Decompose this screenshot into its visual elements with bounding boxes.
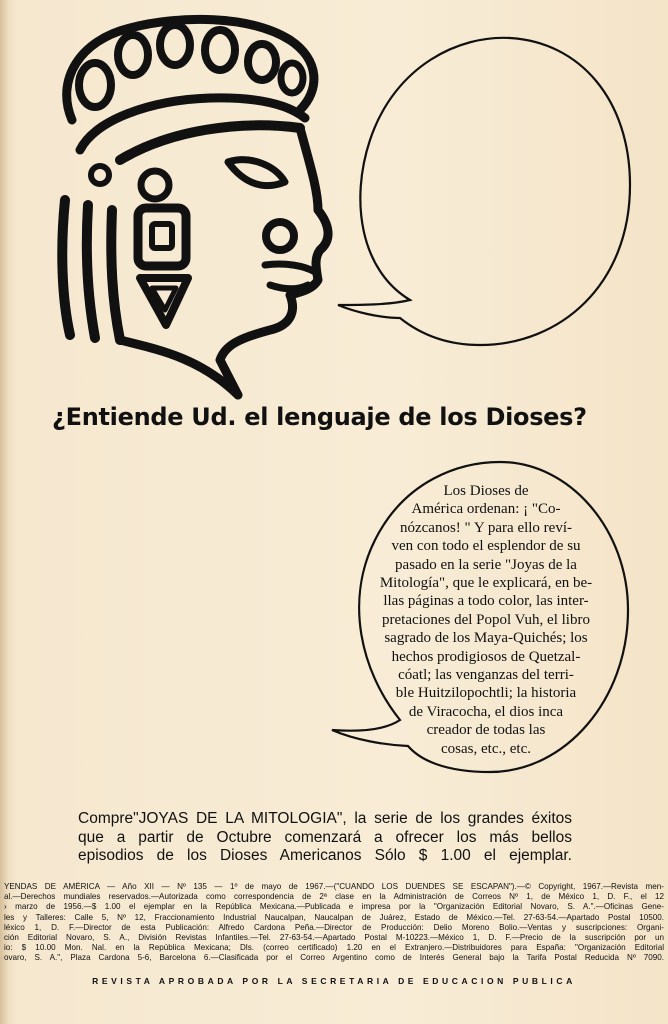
bubble-line: cóatl; las venganzas del terri- <box>398 667 574 684</box>
bubble-line: América ordenan: ¡ "Co- <box>411 501 561 518</box>
legal-line: al.—Derechos mundiales reservados.—Autorizada como correspondencia de 2ª clase en la Administración de Correos Nº 1, de México 1, D. F., el 12 <box>4 892 664 902</box>
bubble-line: ble Huitzilopochtli; la historia <box>395 685 577 702</box>
promo-text <box>78 810 572 866</box>
bubble-line: de Viracocha, el dios inca <box>408 703 564 720</box>
bubble-line: hechos prodigiosos de Quetzal- <box>391 648 581 665</box>
legal-line: ción Editorial Novaro, S. A., División Revistas Infantiles.—Tel. 27-63-54.—Apartado Postal M-10223.—México 1, D. F.—Precio de la suscripción por un <box>4 933 664 943</box>
bubble-line: Mitología", que le explicará, en be- <box>379 575 593 592</box>
legal-line: léxico 1, D. F.—Director de esta Publicación: Alfredo Cardona Peña.—Director de Producción: Delio Moreno Bolio.—Ventas y suscripciones: Organi- <box>4 922 664 932</box>
legal-imprint <box>4 882 664 964</box>
legal-line: les y Talleres: Calle 5, Nº 12, Fraccionamiento Industrial Naucalpan, Naucalpan de Juárez, Estado de México.—Tel. 27-63-54.—Apartado Postal 10500. <box>4 912 664 922</box>
speech-bubble-icon <box>338 38 630 345</box>
legal-line: › marzo de 1956.—$ 1.00 el ejemplar en la República Mexicana.—Publicada e impresa por la "Organización Editorial Novaro, S. A.".—Oficinas Gene- <box>4 902 664 912</box>
legal-line: io: $ 10.00 Mon. Nal. en la República Mexicana; Dls. (correo certificado) 1.20 en el Extranjero.—Distribuidores para España: "Organización Editorial <box>4 943 664 953</box>
promo-line: Compre"JOYAS DE LA MITOLOGIA", la serie de los grandes éxitos <box>78 810 572 827</box>
bubble-line: llas páginas a todo color, las inter- <box>383 593 589 610</box>
bubble-line: cosas, etc., etc. <box>441 740 531 757</box>
headline: ¿Entiende Ud. el lenguaje de los Dioses? <box>52 403 587 431</box>
bubble-line: Los Dioses de <box>443 483 529 499</box>
aztec-god-head-icon <box>62 19 328 395</box>
bubble-line: sagrado de los Maya-Quichés; los <box>384 630 588 647</box>
speech-bubble-text <box>352 482 620 758</box>
legal-line: YENDAS DE AMÉRICA — Año XII — Nº 135 — 1º de mayo de 1967.—("CUANDO LOS DUENDES SE ESCAPAN").—© Copyright, 1967.—Revista men- <box>4 882 664 891</box>
approval-notice: REVISTA APROBADA POR LA SECRETARIA DE EDUCACION PUBLICA <box>92 976 576 986</box>
bubble-line: creador de todas las <box>426 722 546 739</box>
bubble-line: pretaciones del Popol Vuh, el libro <box>382 611 590 628</box>
bubble-line: nózcanos! " Y para ello reví- <box>399 519 573 536</box>
bubble-line: pasado en la serie "Joyas de la <box>395 556 577 573</box>
promo-line: que a partir de Octubre comenzará a ofrecer los más bellos <box>78 828 572 846</box>
bubble-line: ven con todo el esplendor de su <box>391 538 581 555</box>
promo-line: episodios de los Dioses Americanos Sólo $ 1.00 el ejemplar. <box>78 847 572 864</box>
legal-line: ovaro, S. A.", Plaza Cardona 5-6, Barcelona 6.—Clasificada por el Correo Argentino como de Interés General bajo la Tarifa Postal Reducida Nº 7090. <box>4 953 664 963</box>
